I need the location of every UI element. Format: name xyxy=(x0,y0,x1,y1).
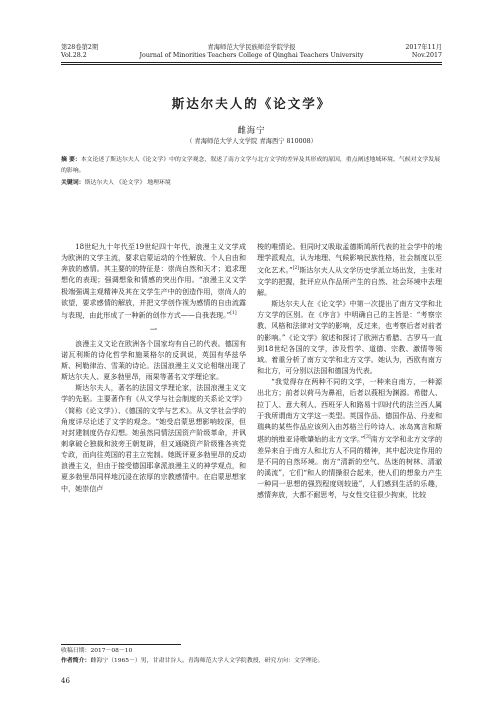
paragraph-text: 18世纪九十年代至19世纪四十年代，浪漫主义文学成为欧洲的文学主流，要求启蒙运动的个性解放、个人自由和奔放的感情。其主要的的特征是：崇尚自然和天才；追求理想化的表现；强调想象和情感的突出作用。“浪漫主义文学极端强调主观精神及其在文学生产中的创造作用，崇尚人的欲望，要求感情的解放，并把文学创作视为感情的自由流露与表现，由此形成了一种新的创作方式——自我表现。” xyxy=(61,242,246,320)
author-bio xyxy=(61,656,442,666)
paragraph: 斯达尔夫人，著名的法国文学理论家，法国浪漫主义文学的先驱。主要著作有《从文学与社会制度的关系论文学》（简称《论文学》）、《德国的文学与艺术》。从文学社会学的角度详尽论述了文学的观念。“她受启蒙思想影响较深，但对封建制度仍存幻想。她虽然同情法国资产阶级革命，并讽刺拿破仑独裁和波旁王朝复辟，但又通晓资产阶级雅各宾党专政，而向往英国的君主立宪制。她既评夏多勃里昂的反动浪漫主义，但由于接受德国耶拿派浪漫主义的神学观点，和夏多勃里昂同样地沉浸在浓厚的宗教感情中。在启蒙思想家中，她崇信卢 xyxy=(61,383,246,493)
body-column-left xyxy=(61,241,246,494)
paragraph xyxy=(257,241,442,298)
paragraph-text: “我觉得存在两种不同的文学，一种来自南方，一种源出北方；前者以荷马为鼻祖，后者以莪相为渊源。希腊人、拉丁人、意大利人、西班牙人和路易十四时代的法兰西人属于我所谓南方文学这一类型。英国作品、德国作品、丹麦和瑞典的某些作品应该列入由苏格兰行吟诗人、冰岛寓言和斯堪的纳维亚诗歌肇始的北方文学。” xyxy=(257,377,442,444)
received-date: 收稿日期：2017－08－10 xyxy=(61,648,133,654)
paragraph xyxy=(61,241,246,320)
header-rule-bottom xyxy=(61,64,442,65)
keywords xyxy=(61,177,442,186)
header-volume-en: Vol.28.2 xyxy=(61,52,87,60)
keywords-text: 斯达尔夫人 《论文学》 地理环境 xyxy=(84,180,171,186)
header-rule-top xyxy=(61,62,442,63)
author-bio-label: 作者简介： xyxy=(61,658,91,664)
author-bio-text: 雌海宁（1965－）男，甘肃甘谷人。青海师范大学人文学院教授，研究方向：文学理论。 xyxy=(90,658,324,664)
abstract xyxy=(61,155,442,176)
citation-ref: [2] xyxy=(292,266,300,272)
abstract-text: 本文论述了斯达尔夫人《论文学》中的文学观念，叙述了南方文学与北方文学的差异及其形成的原因，重点阐述地域环境、气候对文学发展的影响。 xyxy=(61,157,441,174)
footnote-rule xyxy=(61,644,181,645)
citation-ref: [3] xyxy=(364,435,371,440)
paragraph: 斯达尔夫人在《论文学》中第一次提出了南方文学和北方文学的区别。在《序言》中明确自己的主旨是：“考察宗教、风格和法律对文学的影响，反过来，也考察后者对前者的影响。”《论文学》叙述和探讨了欧洲古希腊、古罗马一直到18世纪各国的文学，涉及哲学、道德、宗教、激情等领域。着重分析了南方文学和北方文学。她认为，西欧有南方和北方，可分别以法国和德国为代表。 xyxy=(257,299,442,376)
header-date-cn: 2017年11月 xyxy=(405,44,442,51)
section-number: 一 xyxy=(149,325,158,335)
page-number: 46 xyxy=(61,677,70,685)
article-author: 雌海宁 xyxy=(237,125,266,135)
header-journal-en: Journal of Minorities Teachers College of Qinghai Teachers University xyxy=(139,52,364,60)
paragraph-text: 斯达尔夫人从文学历史学派立场出发，主张对文学的把握，批评应从作品所产生的自然、社会环境中去理解。 xyxy=(257,265,442,297)
paragraph: 浪漫主义文论在欧洲各个国家均有自己的代表。德国有诺瓦利斯的诗化哲学和施莱格尔的反讽说，英国有华兹华斯、柯勒律治、雪莱的诗论。法国浪漫主义文论相继出现了斯达尔夫人、夏多勃里昂，雨果等著名文学理论家。 xyxy=(61,338,246,382)
header-journal-cn: 青海师范大学民族师范学院学报 xyxy=(207,44,296,51)
header-date xyxy=(405,44,442,61)
paragraph-text: 南方文学和北方文学的差异来自于南方人和北方人不同的精神，其中起决定作用的是不同的自然环境。南方“清新的空气、丛迷的树林、清澈的溪流”，它们“和人的情操很合起来，使人们的想象力产生一种同一思想的强烈程度则较逊”，人们感到生活的乐趣，感情奔放，大都不耐思考，与女性交往很少拘束，比较 xyxy=(257,434,442,500)
header-volume-cn: 第28卷第2期 xyxy=(61,44,99,51)
keywords-label: 关键词： xyxy=(61,180,85,186)
header-date-en: Nov.2017 xyxy=(411,52,442,60)
paragraph-text: 梭的唯情论。但同时又吸取孟德斯鸠所代表的社会学中的地理学派观点，认为地理、气候影响民族性格，社会制度以至文化艺术。” xyxy=(257,242,442,275)
abstract-label: 摘 要： xyxy=(61,157,81,163)
citation-ref: [1] xyxy=(230,310,237,316)
body-column-right xyxy=(257,241,442,500)
article-affiliation: （ 青海师范大学人文学院 青海西宁 810008） xyxy=(186,138,317,145)
paragraph xyxy=(257,376,442,500)
footnote xyxy=(61,646,442,666)
article-title: 斯达尔夫人的《论文学》 xyxy=(171,96,332,111)
